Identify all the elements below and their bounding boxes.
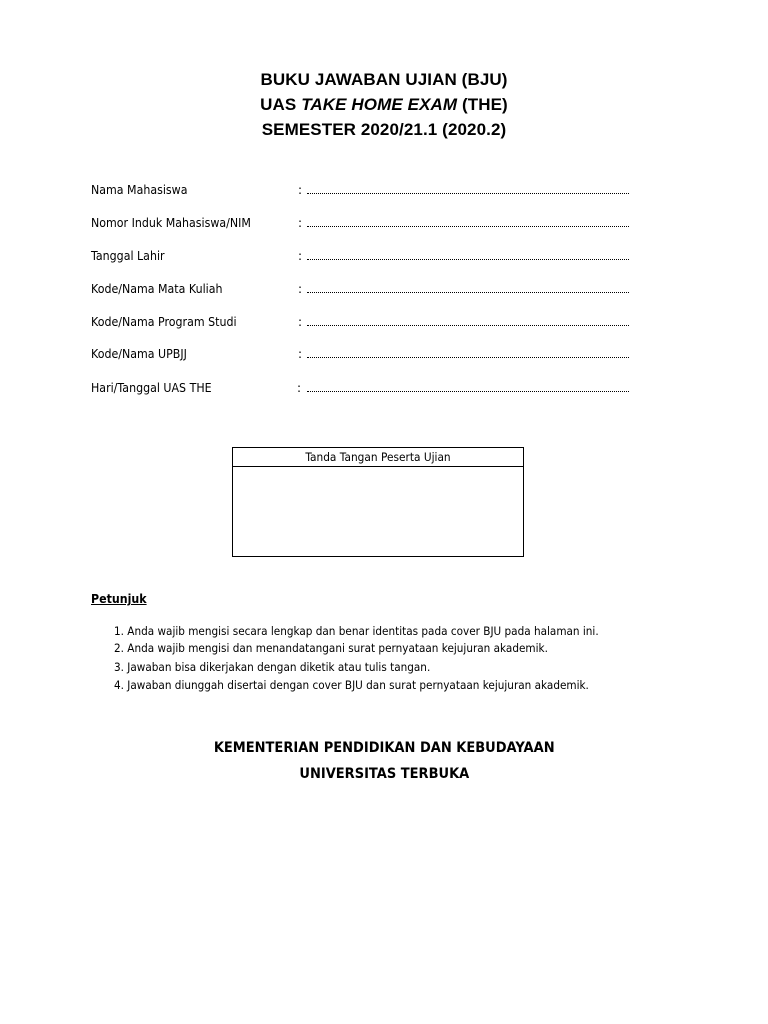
subtitle-suffix: (THE) (457, 95, 508, 114)
signature-label-text: Tanda Tangan Peserta Ujian (305, 450, 451, 464)
field-colon: : (297, 381, 302, 395)
field-colon: : (298, 347, 303, 361)
field-label: Hari/Tanggal UAS THE (91, 381, 212, 395)
field-fill-line[interactable] (307, 357, 629, 358)
semester-line: SEMESTER 2020/21.1 (2020.2) (261, 120, 507, 139)
subtitle-italic: TAKE HOME EXAM (301, 95, 458, 114)
field-label: Tanggal Lahir (91, 249, 165, 263)
field-program-studi (91, 312, 651, 332)
field-colon: : (298, 282, 303, 296)
ministry-name (0, 737, 768, 759)
field-fill-line[interactable] (307, 226, 629, 227)
ministry-name-text: KEMENTERIAN PENDIDIKAN DAN KEBUDAYAAN (213, 740, 555, 756)
field-fill-line[interactable] (307, 391, 629, 392)
field-label: Kode/Nama Mata Kuliah (91, 282, 223, 296)
field-fill-line[interactable] (307, 193, 629, 194)
field-colon: : (298, 249, 303, 263)
instructions-title: Petunjuk (91, 592, 147, 606)
instruction-item: 3. Jawaban bisa dikerjakan dengan diketik atau tulis tangan. (114, 660, 431, 674)
field-colon: : (298, 183, 303, 197)
signature-label (233, 448, 523, 467)
field-label: Nama Mahasiswa (91, 183, 188, 197)
field-fill-line[interactable] (307, 325, 629, 326)
field-mata-kuliah (91, 279, 651, 299)
field-label: Kode/Nama Program Studi (91, 315, 237, 329)
field-label: Kode/Nama UPBJJ (91, 347, 187, 361)
field-upbjj (91, 344, 651, 364)
university-name-text: UNIVERSITAS TERBUKA (299, 766, 469, 782)
field-colon: : (298, 315, 303, 329)
field-colon: : (298, 216, 303, 230)
subtitle-prefix: UAS (260, 95, 302, 114)
field-hari-tanggal-uas (91, 378, 651, 398)
instruction-item: 1. Anda wajib mengisi secara lengkap dan benar identitas pada cover BJU pada halaman ini. (114, 624, 599, 638)
field-fill-line[interactable] (307, 292, 629, 293)
field-label: Nomor Induk Mahasiswa/NIM (91, 216, 251, 230)
field-fill-line[interactable] (307, 259, 629, 260)
instruction-item: 4. Jawaban diunggah disertai dengan cover BJU dan surat pernyataan kejujuran akademik. (114, 678, 589, 692)
field-nama-mahasiswa (91, 180, 651, 200)
field-tanggal-lahir (91, 246, 651, 266)
signature-box[interactable] (232, 447, 524, 557)
university-name (0, 763, 768, 785)
field-nim (91, 213, 651, 233)
document-title: BUKU JAWABAN UJIAN (BJU) (260, 70, 508, 89)
instruction-item: 2. Anda wajib mengisi dan menandatangani surat pernyataan kejujuran akademik. (114, 641, 548, 655)
document-subtitle (0, 94, 768, 116)
